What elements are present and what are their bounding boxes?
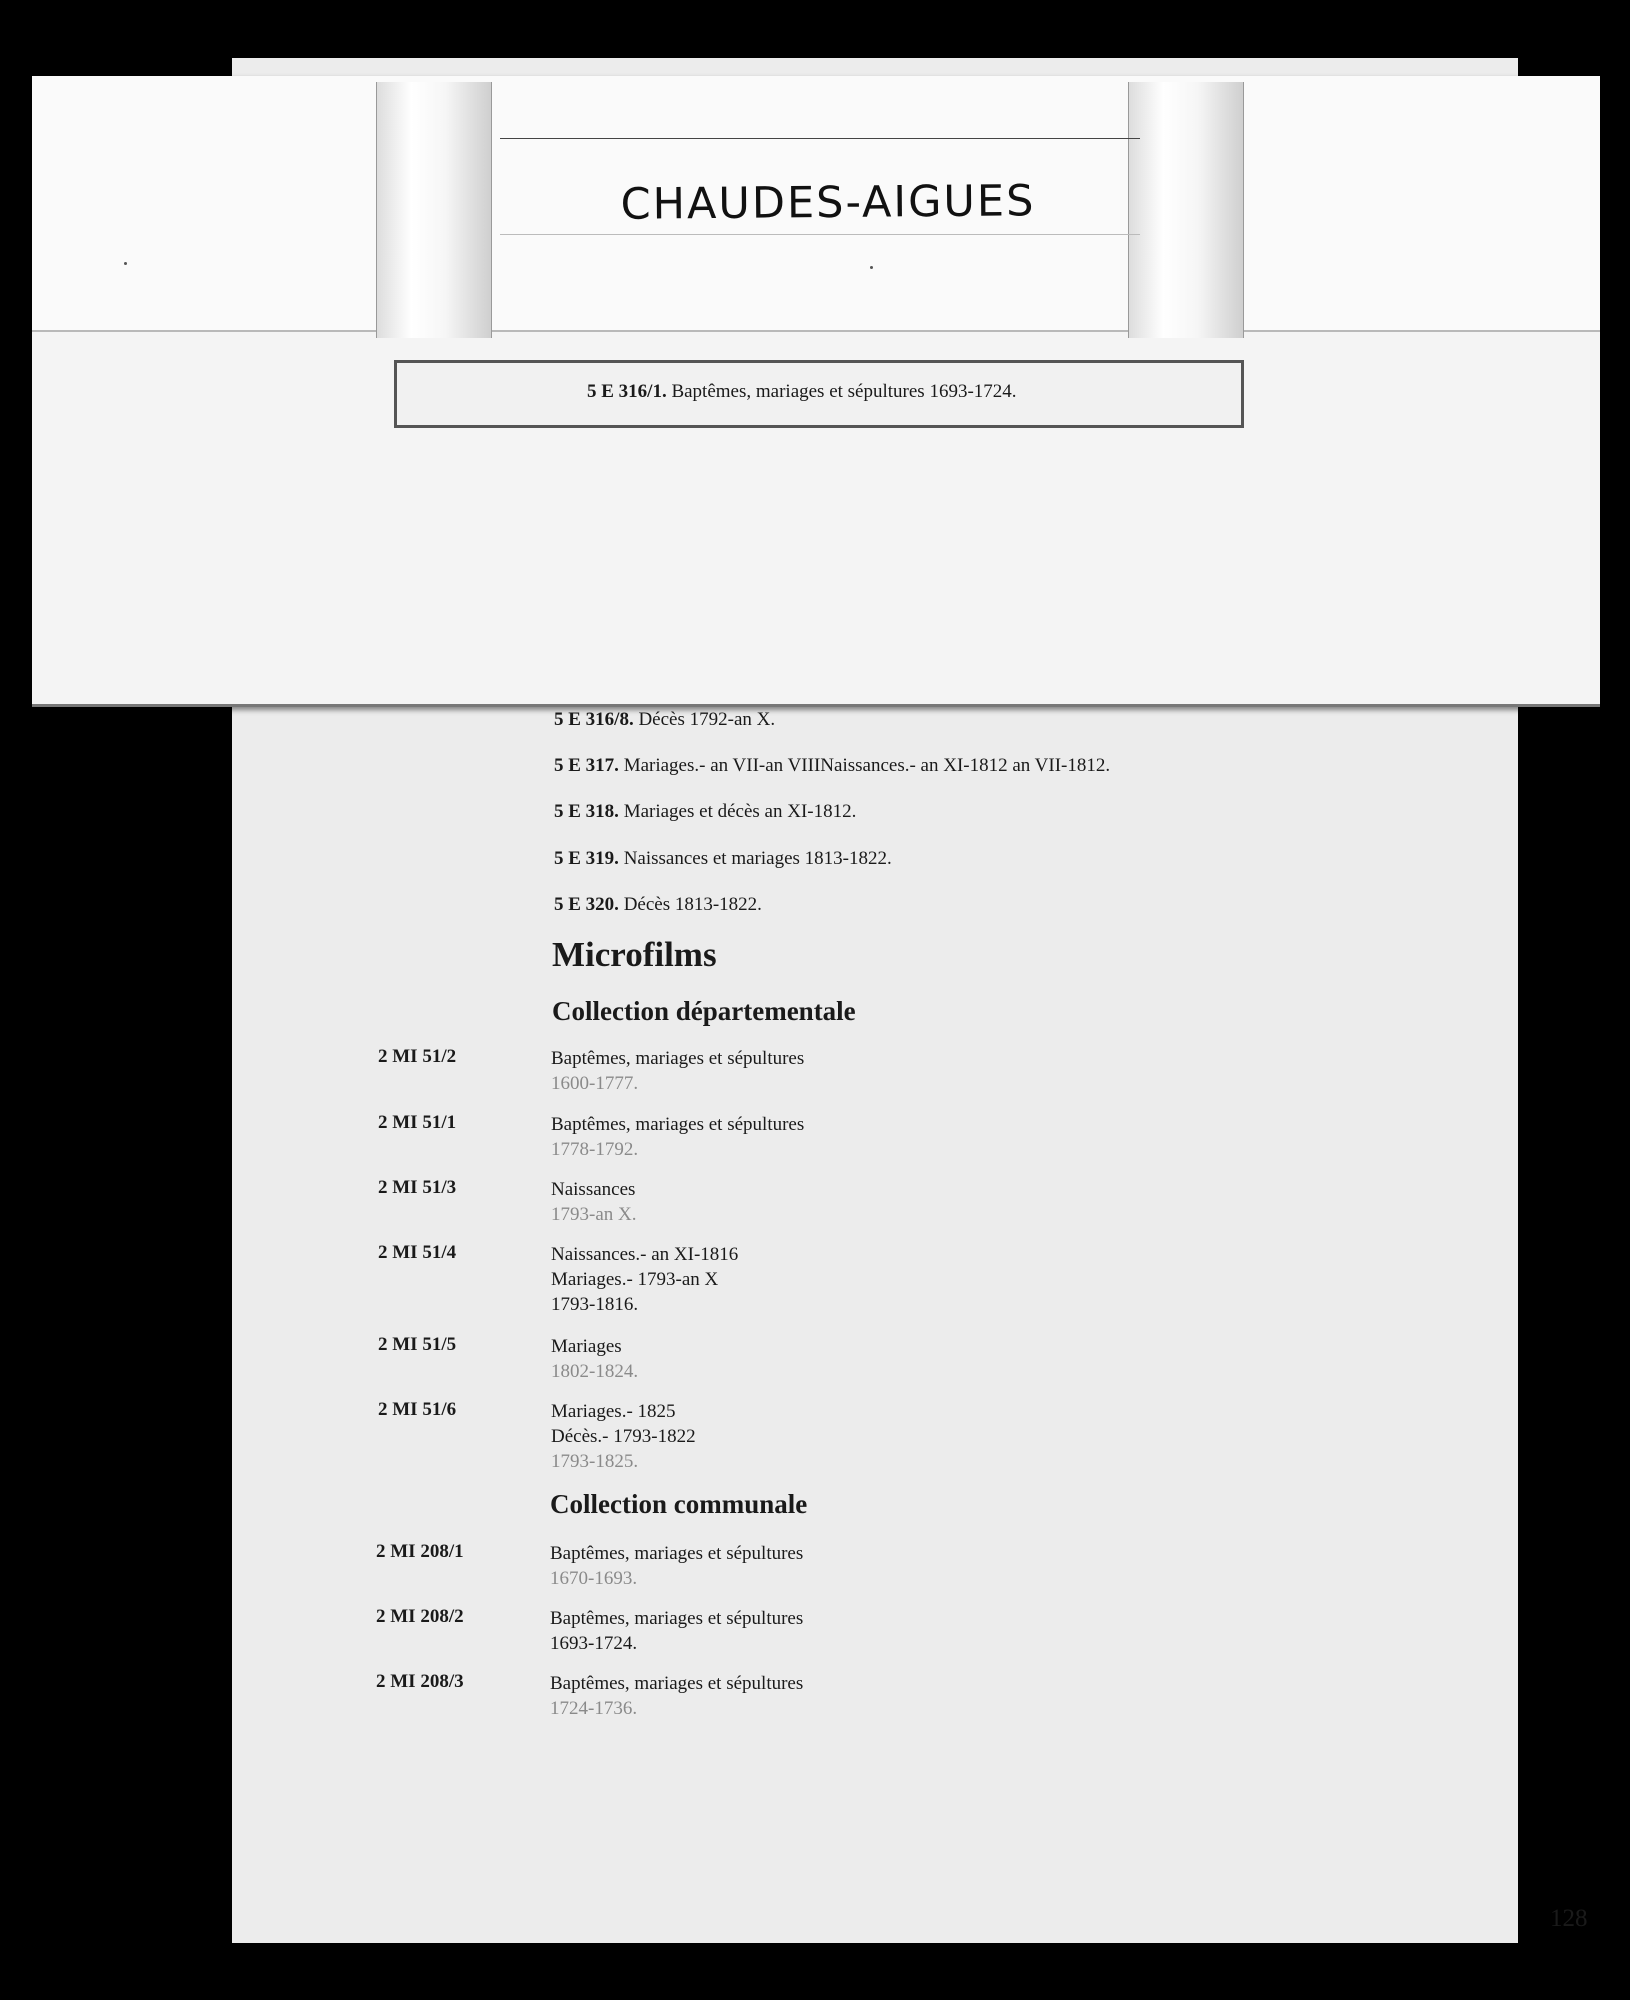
entry-code: 5 E 316/1.	[587, 381, 667, 402]
microfilm-description	[551, 1242, 738, 1317]
label-flap	[32, 76, 1600, 707]
register-code: 5 E 317.	[554, 755, 619, 776]
speck	[124, 262, 127, 265]
description-line: Naissances.- an XI-1816	[551, 1244, 739, 1265]
register-entry	[554, 894, 762, 916]
register-text: Mariages et décès an XI-1812.	[623, 801, 857, 822]
register-text: Décès 1813-1822.	[623, 894, 762, 915]
speck	[870, 266, 873, 269]
date-range: 1778-1792.	[551, 1139, 639, 1160]
description-line: Mariages.- 1825	[551, 1401, 676, 1422]
description-line: Décès.- 1793-1822	[551, 1426, 696, 1447]
description-line: Mariages	[551, 1336, 622, 1357]
label-rule	[500, 138, 1140, 139]
microfilm-description	[551, 1112, 804, 1162]
microfilm-description	[551, 1399, 696, 1474]
register-text: Naissances et mariages 1813-1822.	[623, 848, 892, 869]
description-line: Baptêmes, mariages et sépultures	[550, 1608, 804, 1629]
register-entry	[554, 848, 892, 870]
register-text: Mariages.- an VII-an VIIINaissances.- an XI-1812 an VII-1812.	[623, 755, 1111, 776]
entry-text: Baptêmes, mariages et sépultures 1693-1724.	[671, 381, 1017, 402]
tape-strip	[376, 82, 492, 338]
handwritten-title: CHAUDES-AIGUES	[620, 176, 1036, 230]
communal-heading: Collection communale	[550, 1489, 808, 1519]
microfilm-description	[550, 1541, 803, 1591]
departmental-heading: Collection départementale	[552, 996, 856, 1026]
description-line: Mariages.- 1793-an X	[551, 1269, 719, 1290]
date-range: 1793-1816.	[551, 1294, 639, 1315]
date-range: 1802-1824.	[551, 1361, 639, 1382]
microfilm-code: 2 MI 51/5	[378, 1334, 457, 1355]
microfilm-code: 2 MI 51/1	[378, 1112, 457, 1133]
page-number: 128	[1550, 1905, 1588, 1932]
register-code: 5 E 320.	[554, 894, 619, 915]
microfilm-code: 2 MI 51/6	[378, 1399, 457, 1420]
microfilm-code: 2 MI 51/3	[378, 1177, 457, 1198]
date-range: 1793-an X.	[551, 1204, 637, 1225]
register-code: 5 E 319.	[554, 848, 619, 869]
date-range: 1600-1777.	[551, 1073, 639, 1094]
description-line: Baptêmes, mariages et sépultures	[550, 1543, 804, 1564]
microfilm-description	[551, 1046, 804, 1096]
date-range: 1724-1736.	[550, 1698, 638, 1719]
microfilm-code: 2 MI 208/3	[376, 1671, 464, 1692]
microfilm-description	[551, 1177, 636, 1227]
register-entry	[554, 709, 775, 731]
register-code: 5 E 318.	[554, 801, 619, 822]
flap-entry	[587, 381, 1017, 403]
register-entry	[554, 801, 856, 823]
date-range: 1793-1825.	[551, 1451, 639, 1472]
microfilm-code: 2 MI 51/2	[378, 1046, 457, 1067]
description-line: Baptêmes, mariages et sépultures	[550, 1673, 804, 1694]
label-header	[32, 76, 1600, 332]
microfilm-code: 2 MI 208/1	[376, 1541, 464, 1562]
description-line: Naissances	[551, 1179, 636, 1200]
microfilm-code: 2 MI 51/4	[378, 1242, 457, 1263]
microfilm-description	[551, 1334, 638, 1384]
date-range: 1670-1693.	[550, 1568, 638, 1589]
register-text: Décès 1792-an X.	[638, 709, 776, 730]
description-line: Baptêmes, mariages et sépultures	[551, 1114, 805, 1135]
microfilm-code: 2 MI 208/2	[376, 1606, 464, 1627]
tape-strip	[1128, 82, 1244, 338]
microfilm-description	[550, 1606, 803, 1656]
date-range: 1693-1724.	[550, 1633, 638, 1654]
microfilms-heading: Microfilms	[552, 935, 717, 974]
description-line: Baptêmes, mariages et sépultures	[551, 1048, 805, 1069]
microfilm-description	[550, 1671, 803, 1721]
register-code: 5 E 316/8.	[554, 709, 634, 730]
register-entry	[554, 755, 1110, 777]
